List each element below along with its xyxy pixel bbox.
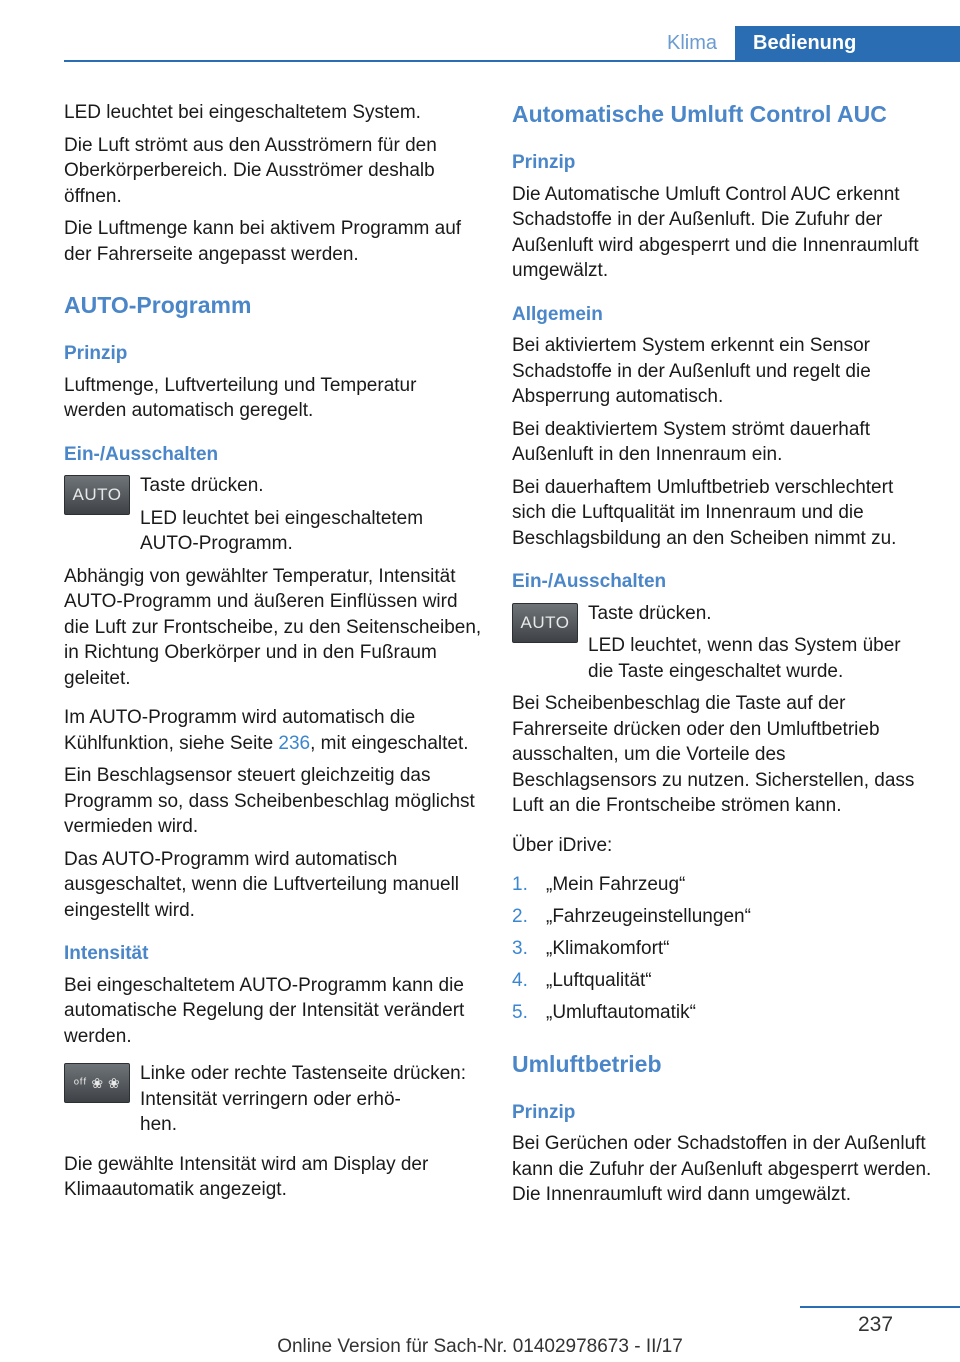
auto-button-icon: AUTO bbox=[64, 475, 130, 515]
paragraph: Bei Gerüchen oder Schadstoffen in der Außenluft kann die Zufuhr der Außenluft abgesperrt werden. Die Innenraumluft wird dann umgewälzt. bbox=[512, 1133, 932, 1205]
step-number: 1. bbox=[512, 874, 528, 895]
paragraph: Die Luft strömt aus den Ausströmern für den Oberkörperbereich. Die Ausströmer deshalb öffnen. bbox=[64, 134, 437, 207]
text: Im AUTO-Programm wird automatisch die Kühlfunktion, siehe Seite bbox=[64, 707, 416, 754]
paragraph: Die gewählte Intensität wird am Display der Klimaautomatik angezeigt. bbox=[64, 1153, 429, 1200]
subheading-prinzip: Prinzip bbox=[64, 343, 128, 364]
header-tab-bedienung: Bedienung bbox=[735, 26, 960, 60]
right-column bbox=[512, 100, 932, 1215]
paragraph: LED leuchtet, wenn das System über bbox=[588, 635, 901, 656]
subheading-ein-ausschalten: Ein-/Ausschalten bbox=[64, 443, 219, 465]
header-tab-klima: Klima bbox=[666, 32, 717, 54]
paragraph: LED leuchtet bei eingeschaltetem System. bbox=[64, 102, 421, 123]
paragraph bbox=[64, 705, 484, 756]
subheading-allgemein: Allgemein bbox=[512, 303, 603, 325]
paragraph: Die Automatische Umluft Control AUC erkennt Schadstoffe in der Außenluft. Die Zufuhr der Außenluft wird abgesperrt und die Innenraumluft umgewälzt. bbox=[512, 183, 919, 281]
paragraph: hen. bbox=[140, 1114, 177, 1135]
paragraph: Das AUTO-Programm wird automatisch ausgeschaltet, wenn die Luftverteilung manuell eingestellt wird. bbox=[64, 848, 460, 921]
header-rule bbox=[64, 60, 960, 62]
subheading-prinzip: Prinzip bbox=[512, 1101, 576, 1123]
page-number: 237 bbox=[858, 1313, 894, 1336]
paragraph: die Taste eingeschaltet wurde. bbox=[588, 660, 844, 682]
step-text: „Fahrzeugeinstellungen“ bbox=[546, 906, 751, 927]
subheading-prinzip: Prinzip bbox=[512, 152, 576, 173]
step-number: 4. bbox=[512, 970, 528, 991]
paragraph: Bei deaktiviertem System strömt dauerhaft Außenluft in den Innenraum ein. bbox=[512, 418, 870, 465]
step-text: „Mein Fahrzeug“ bbox=[546, 874, 686, 895]
paragraph: Bei dauerhaftem Umluftbetrieb verschlechtert sich die Luftqualität im Innenraum und die Beschlagsbildung an den Scheiben nimmt zu. bbox=[512, 476, 897, 549]
step-number: 2. bbox=[512, 906, 528, 927]
idrive-steps bbox=[512, 872, 932, 1026]
step-number: 3. bbox=[512, 938, 528, 959]
footer-online-version: Online Version für Sach-Nr. 01402978673 - II/17 bbox=[277, 1336, 683, 1357]
paragraph: Linke oder rechte Tastenseite drücken: Intensität verringern oder erhö- bbox=[140, 1063, 467, 1110]
paragraph: Ein Beschlagsensor steuert gleichzeitig das Programm so, dass Scheibenbeschlag möglichst vermieden wird. bbox=[64, 765, 475, 837]
paragraph: Bei Scheibenbeschlag die Taste auf der Fahrerseite drücken oder den Umluftbetrieb ausschalten, um die Vorteile des Beschlagsensors zu nutzen. Sicherstellen, dass Luft an die Frontscheibe strömen kann. bbox=[512, 693, 915, 816]
fan-button-icon: ᵒᶠᶠ ❀ ❀ bbox=[64, 1063, 130, 1103]
text: , mit eingeschaltet. bbox=[310, 732, 469, 754]
paragraph: Über iDrive: bbox=[512, 834, 613, 856]
paragraph: LED leuchtet bei eingeschaltetem bbox=[140, 507, 424, 529]
footer-rule bbox=[800, 1306, 960, 1308]
paragraph: Die Luftmenge kann bei aktivem Programm auf der Fahrerseite angepasst werden. bbox=[64, 218, 462, 265]
list-item bbox=[512, 968, 932, 994]
paragraph: Abhängig von gewählter Temperatur, Intensität AUTO-Programm und äußeren Einflüssen wird die Luft zur Frontscheibe, zu den Seitenscheiben, in Richtung Oberkörper und in den Fußraum geleitet. bbox=[64, 565, 482, 689]
auto-button-icon: AUTO bbox=[512, 603, 578, 643]
paragraph: Taste drücken. bbox=[140, 475, 264, 496]
left-column bbox=[64, 100, 484, 1210]
step-text: „Luftqualität“ bbox=[546, 970, 652, 991]
list-item bbox=[512, 936, 932, 962]
paragraph: Taste drücken. bbox=[588, 602, 712, 624]
auto-button-block bbox=[64, 473, 484, 557]
heading-auto-programm: AUTO-Programm bbox=[64, 292, 252, 318]
subheading-ein-ausschalten: Ein-/Ausschalten bbox=[512, 571, 667, 592]
paragraph: AUTO-Programm. bbox=[140, 533, 293, 554]
step-text: „Klimakomfort“ bbox=[546, 938, 670, 959]
step-text: „Umluftautomatik“ bbox=[546, 1002, 696, 1023]
auc-button-block bbox=[512, 601, 932, 685]
step-number: 5. bbox=[512, 1002, 528, 1023]
paragraph: Bei eingeschaltetem AUTO-Programm kann die automatische Regelung der Intensität verändert werden. bbox=[64, 974, 465, 1047]
list-item bbox=[512, 1000, 932, 1026]
paragraph: Luftmenge, Luftverteilung und Temperatur werden automatisch geregelt. bbox=[64, 374, 417, 421]
list-item bbox=[512, 904, 932, 930]
subheading-intensitaet: Intensität bbox=[64, 943, 149, 964]
heading-umluftbetrieb: Umluftbetrieb bbox=[512, 1050, 662, 1077]
page-link[interactable]: 236 bbox=[278, 732, 311, 754]
list-item bbox=[512, 872, 932, 898]
fan-button-block bbox=[64, 1061, 484, 1138]
paragraph: Bei aktiviertem System erkennt ein Sensor Schadstoffe in der Außenluft und regelt die Absperrung automatisch. bbox=[512, 335, 871, 407]
heading-auc: Automatische Umluft Control AUC bbox=[512, 101, 887, 127]
